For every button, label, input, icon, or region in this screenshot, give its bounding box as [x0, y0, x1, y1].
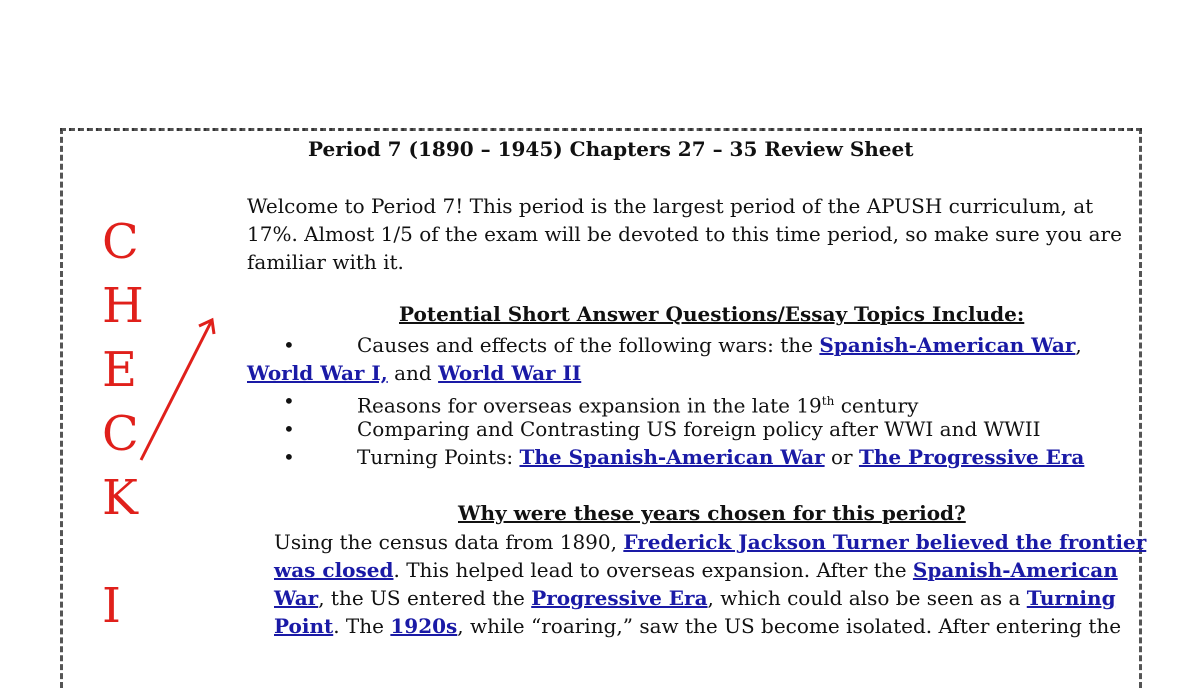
paragraph-text: , which could also be seen as a — [707, 586, 1027, 610]
list-item-text: Causes and effects of the following wars: the — [357, 333, 820, 357]
side-letter: H — [102, 278, 144, 334]
list-item-continuation — [247, 359, 1127, 387]
bullet-icon: • — [283, 389, 295, 413]
paragraph-text: , the US entered the — [318, 586, 532, 610]
bullet-icon: • — [283, 445, 295, 469]
paragraph-line — [274, 584, 1134, 612]
paragraph-text: Using the census data from 1890, — [274, 530, 624, 554]
intro-line: 17%. Almost 1/5 of the exam will be devoted to this time period, so make sure you are — [247, 222, 1122, 246]
intro-line: Welcome to Period 7! This period is the largest period of the APUSH curriculum, at — [247, 194, 1094, 218]
side-letter: I — [102, 578, 121, 634]
side-letter: C — [102, 214, 139, 270]
side-letter: E — [102, 342, 138, 398]
years-heading: Why were these years chosen for this period? — [458, 501, 966, 525]
paragraph-line — [274, 528, 1147, 556]
link-turning-point-cont[interactable]: Point — [274, 614, 334, 638]
bullet-icon: • — [283, 417, 295, 441]
years-paragraph — [274, 528, 1147, 640]
link-spanish-american-war-turning-point[interactable]: The Spanish-American War — [519, 445, 825, 469]
link-frontier-closed[interactable]: Frederick Jackson Turner believed the frontier — [623, 530, 1147, 554]
list-item — [247, 415, 1127, 443]
list-item — [247, 331, 1127, 359]
list-item-text: Turning Points: — [357, 445, 520, 469]
paragraph-text: . This helped lead to overseas expansion. After the — [393, 558, 913, 582]
list-item-text: Comparing and Contrasting US foreign policy after WWI and WWII — [357, 417, 1041, 441]
link-progressive-era[interactable]: The Progressive Era — [858, 445, 1085, 469]
link-world-war-1[interactable]: World War I, — [247, 361, 388, 385]
side-letter: K — [102, 470, 138, 526]
bullet-icon: • — [283, 333, 295, 357]
link-turning-point[interactable]: Turning — [1026, 586, 1116, 610]
red-arrow-icon — [135, 312, 225, 467]
intro-paragraph — [247, 192, 1127, 276]
link-frontier-closed-cont[interactable]: was closed — [274, 558, 394, 582]
page-title: Period 7 (1890 – 1945) Chapters 27 – 35 Review Sheet — [308, 137, 914, 161]
topics-list — [247, 331, 1127, 471]
list-item — [247, 387, 1127, 418]
list-item-text: , — [1075, 333, 1082, 357]
link-spanish-american-war-2[interactable]: Spanish-American — [912, 558, 1118, 582]
link-world-war-2[interactable]: World War II — [438, 361, 582, 385]
list-item-text: or — [824, 445, 859, 469]
paragraph-text: . The — [333, 614, 391, 638]
link-progressive-era-2[interactable]: Progressive Era — [531, 586, 708, 610]
list-item-text: Reasons for overseas expansion in the late 19 — [357, 393, 822, 418]
list-item-text: and — [387, 361, 439, 385]
paragraph-line — [274, 612, 1134, 640]
link-spanish-american-war[interactable]: Spanish-American War — [819, 333, 1076, 357]
link-spanish-american-war-2-cont[interactable]: War — [274, 586, 319, 610]
intro-line: familiar with it. — [247, 250, 404, 274]
list-item — [247, 443, 1127, 471]
side-letter: C — [102, 406, 139, 462]
paragraph-line — [274, 556, 1134, 584]
link-1920s[interactable]: 1920s — [390, 614, 458, 638]
topics-heading: Potential Short Answer Questions/Essay Topics Include: — [399, 302, 1025, 326]
list-item-text: century — [834, 393, 919, 418]
paragraph-text: , while “roaring,” saw the US become isolated. After entering the — [457, 614, 1122, 638]
superscript: th — [821, 394, 835, 408]
